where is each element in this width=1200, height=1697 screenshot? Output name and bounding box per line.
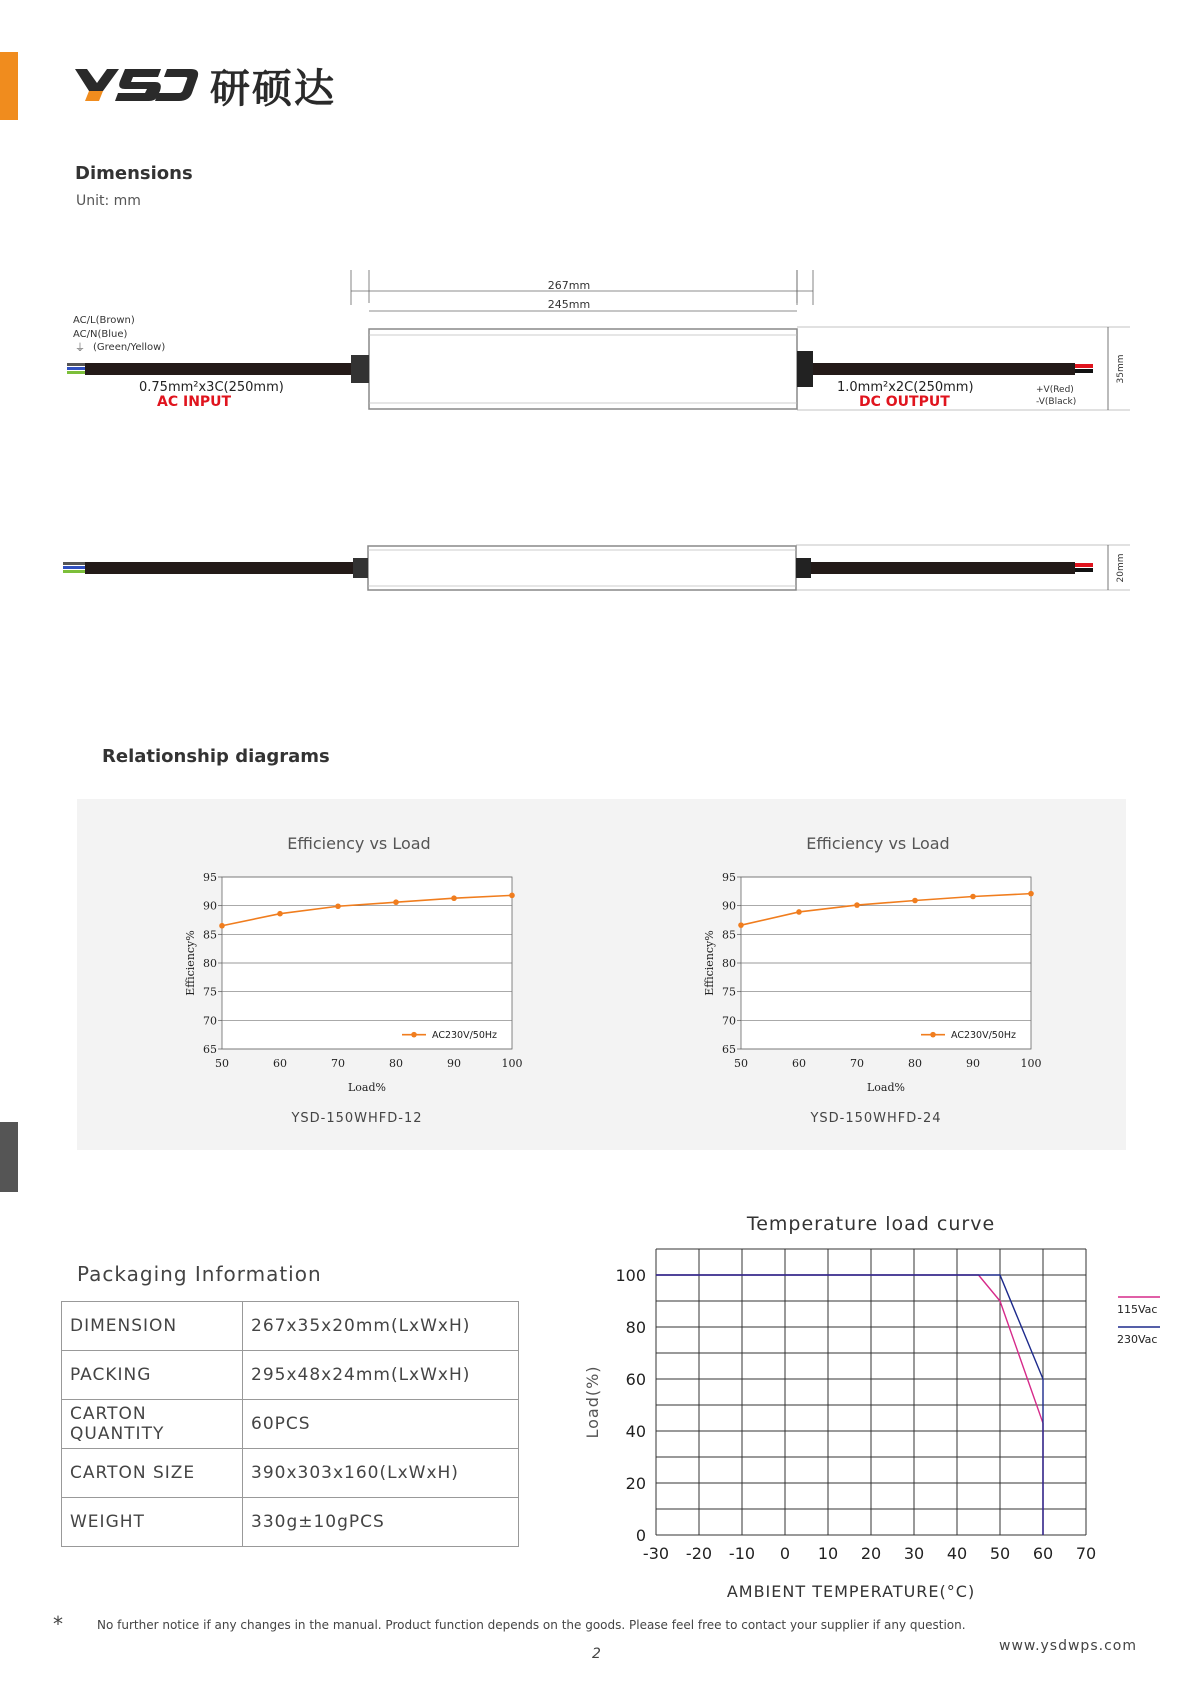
x-tick-label: 60 bbox=[1032, 1544, 1054, 1563]
dimensions-title: Dimensions bbox=[75, 163, 193, 184]
packaging-key: CARTON QUANTITY bbox=[62, 1400, 243, 1449]
data-point bbox=[796, 909, 802, 915]
top-view-drawing bbox=[55, 265, 1135, 415]
brand-chinese-name: 研硕达 bbox=[210, 65, 336, 112]
data-point bbox=[854, 902, 860, 908]
packaging-value: 390x303x160(LxWxH) bbox=[243, 1449, 519, 1498]
y-tick-label: 95 bbox=[203, 871, 217, 884]
driver-body-top bbox=[369, 329, 797, 409]
output-wire-red-label: +V(Red) bbox=[1036, 385, 1074, 395]
output-cable-spec: 1.0mm²x2C(250mm) bbox=[837, 380, 974, 395]
x-tick-label: 10 bbox=[817, 1544, 839, 1563]
x-tick-label: 70 bbox=[331, 1057, 345, 1070]
x-tick-label: 30 bbox=[903, 1544, 925, 1563]
footer-disclaimer: No further notice if any changes in the manual. Product function depends on the goods. Please feel free to contact your supplier if any question. bbox=[97, 1618, 966, 1632]
packaging-key: WEIGHT bbox=[62, 1498, 243, 1547]
packaging-value: 295x48x24mm(LxWxH) bbox=[243, 1351, 519, 1400]
legend-label: 230Vac bbox=[1117, 1333, 1158, 1346]
y-tick-label: 85 bbox=[722, 928, 736, 942]
y-tick-label: 100 bbox=[615, 1266, 646, 1285]
chart-title: Temperature load curve bbox=[746, 1213, 996, 1235]
packaging-title: Packaging Information bbox=[77, 1262, 322, 1286]
input-cable bbox=[85, 363, 361, 375]
ground-symbol-icon: ⏚ bbox=[75, 343, 85, 354]
packaging-value: 330g±10gPCS bbox=[243, 1498, 519, 1547]
y-tick-label: 80 bbox=[722, 957, 736, 970]
x-tick-label: 100 bbox=[501, 1057, 523, 1070]
packaging-key: CARTON SIZE bbox=[62, 1449, 243, 1498]
y-tick-label: 90 bbox=[722, 899, 736, 913]
chart-caption: YSD-150WHFD-12 bbox=[291, 1111, 423, 1126]
height-20-label: 20mm bbox=[1116, 553, 1126, 583]
y-tick-label: 20 bbox=[625, 1474, 646, 1493]
side-view-drawing bbox=[55, 540, 1135, 600]
y-tick-label: 90 bbox=[203, 899, 217, 913]
x-tick-label: 50 bbox=[215, 1057, 229, 1070]
x-tick-label: 90 bbox=[966, 1057, 980, 1070]
data-point bbox=[451, 895, 457, 901]
legend-label: 115Vac bbox=[1117, 1303, 1158, 1316]
data-point bbox=[393, 899, 399, 905]
orange-side-marker bbox=[0, 52, 18, 120]
packaging-key: DIMENSION bbox=[62, 1302, 243, 1351]
input-cable-spec: 0.75mm²x3C(250mm) bbox=[139, 380, 284, 395]
input-wire-brown-label: AC/L(Brown) bbox=[73, 315, 135, 326]
y-tick-label: 80 bbox=[203, 957, 217, 970]
height-35-label: 35mm bbox=[1116, 354, 1126, 384]
x-tick-label: 80 bbox=[389, 1057, 403, 1070]
x-tick-label: 0 bbox=[779, 1544, 791, 1563]
y-axis-label: Load(%) bbox=[583, 1365, 602, 1439]
x-tick-label: 60 bbox=[273, 1057, 287, 1070]
ac-input-label: AC INPUT bbox=[157, 394, 232, 410]
table-row bbox=[62, 1351, 519, 1400]
x-tick-label: -10 bbox=[728, 1544, 756, 1563]
y-tick-label: 65 bbox=[203, 1043, 217, 1056]
output-wire-black-label: -V(Black) bbox=[1036, 397, 1077, 407]
legend-label: AC230V/50Hz bbox=[432, 1030, 498, 1042]
x-tick-label: 90 bbox=[447, 1057, 461, 1070]
input-wire-blue-label: AC/N(Blue) bbox=[73, 329, 128, 340]
x-tick-label: -30 bbox=[642, 1544, 670, 1563]
driver-body-side bbox=[368, 546, 796, 590]
y-axis-label: Efficiency% bbox=[703, 930, 716, 996]
x-tick-label: 70 bbox=[850, 1057, 864, 1070]
output-cable bbox=[813, 363, 1075, 375]
data-point bbox=[912, 898, 918, 904]
data-point bbox=[277, 911, 283, 917]
data-point bbox=[219, 923, 225, 929]
table-row bbox=[62, 1449, 519, 1498]
legend-marker bbox=[930, 1032, 936, 1038]
chart-title: Efficiency vs Load bbox=[287, 834, 431, 853]
x-tick-label: 40 bbox=[946, 1544, 968, 1563]
data-point bbox=[970, 894, 976, 900]
data-point bbox=[738, 922, 744, 928]
data-point bbox=[1028, 891, 1034, 897]
input-wire-ground-label: (Green/Yellow) bbox=[93, 342, 166, 353]
y-tick-label: 85 bbox=[203, 928, 217, 942]
y-axis-label: Efficiency% bbox=[184, 930, 197, 996]
x-tick-label: 100 bbox=[1020, 1057, 1042, 1070]
legend-label: AC230V/50Hz bbox=[951, 1030, 1017, 1042]
data-point bbox=[509, 893, 515, 899]
y-tick-label: 65 bbox=[722, 1043, 736, 1056]
overall-length-label: 267mm bbox=[547, 279, 591, 292]
brand-logo bbox=[75, 62, 336, 112]
x-tick-label: 60 bbox=[792, 1057, 806, 1070]
x-tick-label: 50 bbox=[989, 1544, 1011, 1563]
temperature-load-chart bbox=[570, 1205, 1175, 1605]
x-axis-label: AMBIENT TEMPERATURE(°C) bbox=[726, 1582, 976, 1601]
chart-caption: YSD-150WHFD-24 bbox=[810, 1111, 942, 1126]
x-tick-label: 80 bbox=[908, 1057, 922, 1070]
y-tick-label: 60 bbox=[625, 1370, 646, 1389]
x-axis-label: Load% bbox=[348, 1081, 386, 1094]
page-number: 2 bbox=[592, 1646, 601, 1662]
table-row bbox=[62, 1302, 519, 1351]
footer-asterisk: * bbox=[53, 1612, 63, 1636]
y-tick-label: 70 bbox=[203, 1014, 217, 1028]
y-tick-label: 80 bbox=[625, 1318, 646, 1337]
x-tick-label: 20 bbox=[860, 1544, 882, 1563]
y-tick-label: 70 bbox=[722, 1014, 736, 1028]
x-tick-label: 70 bbox=[1075, 1544, 1097, 1563]
y-tick-label: 40 bbox=[625, 1422, 646, 1441]
table-row bbox=[62, 1498, 519, 1547]
packaging-key: PACKING bbox=[62, 1351, 243, 1400]
relationship-title: Relationship diagrams bbox=[102, 746, 330, 767]
y-tick-label: 0 bbox=[635, 1526, 646, 1545]
table-row bbox=[62, 1400, 519, 1449]
y-tick-label: 95 bbox=[722, 871, 736, 884]
packaging-value: 267x35x20mm(LxWxH) bbox=[243, 1302, 519, 1351]
x-tick-label: -20 bbox=[685, 1544, 713, 1563]
gray-side-marker bbox=[0, 1122, 18, 1192]
website-link[interactable]: www.ysdwps.com bbox=[999, 1638, 1137, 1654]
dimensions-unit: Unit: mm bbox=[76, 193, 141, 209]
ysd-logo-mark bbox=[75, 65, 200, 105]
x-tick-label: 50 bbox=[734, 1057, 748, 1070]
data-point bbox=[335, 903, 341, 909]
chart-title: Efficiency vs Load bbox=[806, 834, 950, 853]
legend-marker bbox=[411, 1032, 417, 1038]
x-axis-label: Load% bbox=[867, 1081, 905, 1094]
efficiency-chart-1 bbox=[170, 827, 550, 1137]
y-tick-label: 75 bbox=[203, 985, 217, 999]
body-length-label: 245mm bbox=[547, 298, 591, 311]
y-tick-label: 75 bbox=[722, 985, 736, 999]
efficiency-chart-2 bbox=[689, 827, 1069, 1137]
packaging-table bbox=[61, 1301, 519, 1547]
dc-output-label: DC OUTPUT bbox=[859, 394, 950, 410]
packaging-value: 60PCS bbox=[243, 1400, 519, 1449]
